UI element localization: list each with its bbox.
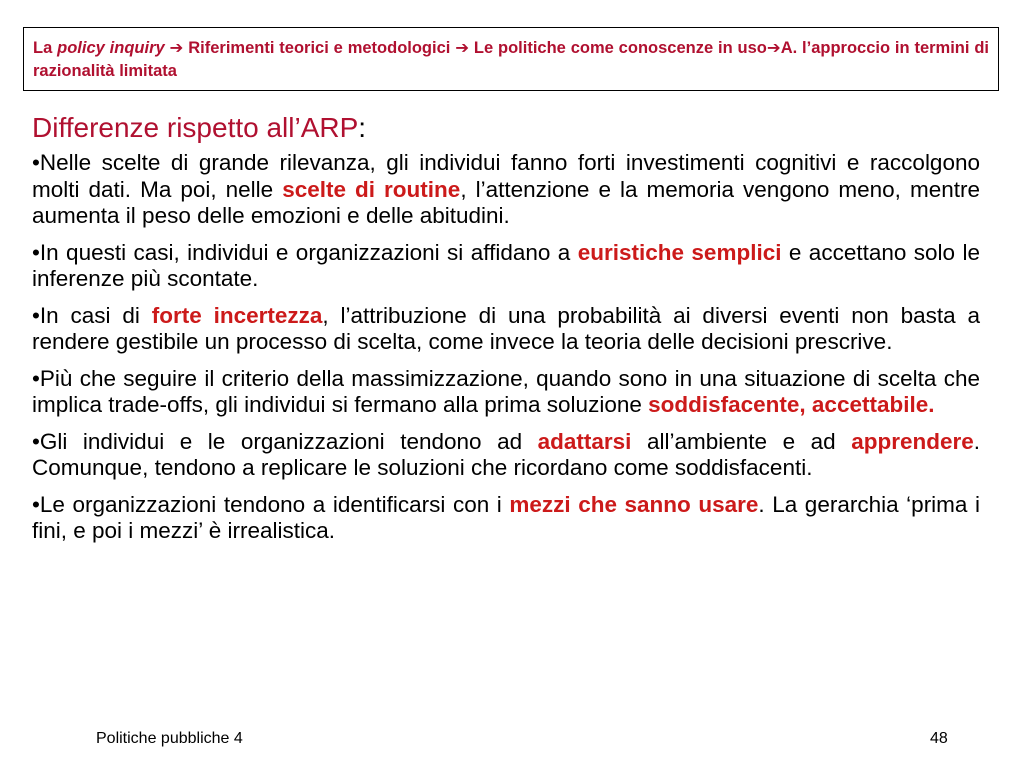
bullet-text: all’ambiente e ad: [631, 428, 852, 454]
bullet-highlight: apprendere: [851, 428, 974, 454]
bullet-highlight: euristiche semplici: [577, 239, 782, 265]
bullet-text: e accettano solo le inferenze più scontate.: [32, 239, 980, 291]
arrow-right-icon: ➔: [766, 39, 781, 57]
arrow-right-icon: ➔: [169, 39, 184, 57]
bullet-text: . La gerarchia ‘prima i fini, e poi i mezzi’ è irrealistica.: [32, 491, 980, 543]
title-text-politiche: Le politiche come conoscenze in uso: [469, 39, 767, 57]
bullet-item: [32, 240, 980, 293]
slide-body: [32, 108, 980, 555]
bullet-highlight: adattarsi: [537, 428, 632, 454]
footer-course-label: Politiche pubbliche 4: [96, 730, 243, 747]
footer-page-number: 48: [930, 730, 948, 747]
bullet-highlight: scelte di routine: [282, 176, 461, 202]
bullet-text: . Comunque, tendono a replicare le soluzioni che ricordano come soddisfacenti.: [32, 428, 980, 480]
section-heading: [32, 108, 980, 148]
bullet-text: •In questi casi, individui e organizzazioni si affidano a: [32, 239, 578, 265]
arrow-right-icon: ➔: [455, 39, 470, 57]
bullet-item: [32, 429, 980, 482]
bullet-text: , l’attribuzione di una probabilità ai diversi eventi non basta a rendere gestibile un processo di scelta, come invece la teoria delle decisioni prescrive.: [32, 302, 980, 354]
bullet-text: •Gli individui e le organizzazioni tendono ad: [32, 428, 538, 454]
bullet-text: •In casi di: [32, 302, 152, 328]
bullet-highlight: soddisfacente, accettabile.: [648, 392, 935, 417]
bullet-text: •Le organizzazioni tendono a identificarsi con i: [32, 491, 510, 517]
bullet-item: [32, 366, 980, 419]
bullet-text: •Nelle scelte di grande rilevanza, gli individui fanno forti investimenti cognitivi e raccolgono molti dati. Ma poi, nelle: [32, 150, 980, 202]
bullet-item: [32, 150, 980, 230]
bullet-text: •Più che seguire il criterio della massimizzazione, quando sono in una situazione di scelta che implica trade-offs, gli individui si fermano alla prima soluzione: [32, 365, 980, 417]
bullet-highlight: forte incertezza: [151, 302, 323, 328]
bullet-item: [32, 492, 980, 545]
title-text-approccio: A. l’approccio in termini di razionalità limitata: [33, 39, 989, 80]
title-text-policy-inquiry: policy inquiry: [57, 39, 165, 57]
title-text-la: La: [33, 39, 58, 57]
section-heading-colon: :: [358, 112, 367, 143]
title-text-riferimenti: Riferimenti teorici e metodologici: [183, 39, 456, 57]
bullet-highlight: mezzi che sanno usare: [509, 491, 759, 517]
section-heading-text: Differenze rispetto all’ARP: [32, 112, 359, 143]
bullet-item: [32, 303, 980, 356]
slide-title-box: [23, 27, 999, 91]
bullet-text: , l’attenzione e la memoria vengono meno, mentre aumenta il peso delle emozioni e delle abitudini.: [32, 176, 980, 228]
